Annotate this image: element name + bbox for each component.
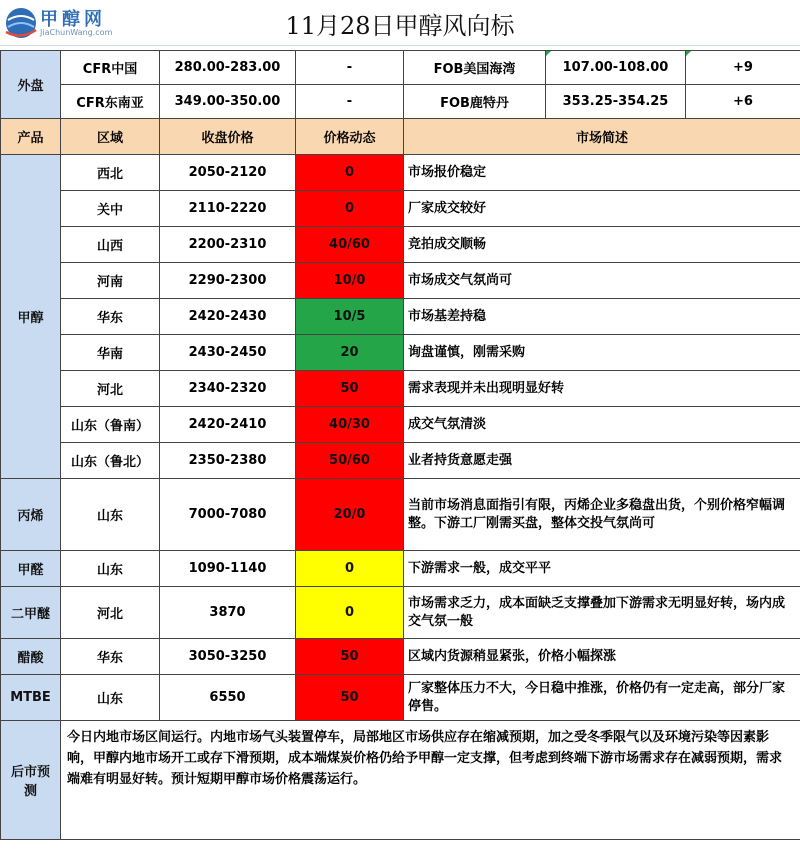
external-name: FOB鹿特丹: [404, 85, 546, 119]
external-label: 外盘: [1, 51, 61, 119]
price-trend-cell: 0: [296, 191, 404, 227]
region-cell: 山东（鲁北）: [61, 443, 160, 479]
product-rows: [1, 155, 800, 721]
column-header-row: [1, 119, 800, 155]
product-name: 丙烯: [1, 479, 61, 551]
table-row: [1, 191, 800, 227]
close-price-cell: 2290-2300: [160, 263, 296, 299]
external-change: -: [296, 85, 404, 119]
region-cell: 河北: [61, 371, 160, 407]
table-row: [1, 443, 800, 479]
header-product: 产品: [1, 119, 61, 155]
market-summary-cell: 询盘谨慎，刚需采购: [404, 335, 800, 371]
page-title: 11月28日甲醇风向标: [285, 12, 515, 40]
region-cell: 关中: [61, 191, 160, 227]
market-summary-cell: 成交气氛清淡: [404, 407, 800, 443]
external-name: CFR中国: [61, 51, 160, 85]
close-price-cell: 2430-2450: [160, 335, 296, 371]
table-row: [1, 155, 800, 191]
table-row: [1, 587, 800, 639]
region-cell: 山西: [61, 227, 160, 263]
table-row: [1, 551, 800, 587]
market-summary-cell: 竞拍成交顺畅: [404, 227, 800, 263]
price-trend-cell: 50: [296, 675, 404, 721]
region-cell: 河北: [61, 587, 160, 639]
table-row: [1, 639, 800, 675]
market-summary-cell: 厂家整体压力不大，今日稳中推涨，价格仍有一定走高，部分厂家停售。: [404, 675, 800, 721]
product-name: 甲醛: [1, 551, 61, 587]
close-price-cell: 6550: [160, 675, 296, 721]
external-name: FOB美国海湾: [404, 51, 546, 85]
close-price-cell: 3870: [160, 587, 296, 639]
close-price-cell: 1090-1140: [160, 551, 296, 587]
region-cell: 河南: [61, 263, 160, 299]
product-name: MTBE: [1, 675, 61, 721]
close-price-cell: 2350-2380: [160, 443, 296, 479]
table-row: [1, 371, 800, 407]
market-summary-cell: 区域内货源稍显紧张，价格小幅探涨: [404, 639, 800, 675]
price-table: [0, 50, 800, 840]
table-row: [1, 479, 800, 551]
price-trend-cell: 0: [296, 551, 404, 587]
close-price-cell: 2420-2410: [160, 407, 296, 443]
price-trend-cell: 50/60: [296, 443, 404, 479]
market-summary-cell: 市场需求乏力，成本面缺乏支撑叠加下游需求无明显好转，场内成交气氛一般: [404, 587, 800, 639]
price-trend-cell: 20: [296, 335, 404, 371]
external-change: -: [296, 51, 404, 85]
market-summary-cell: 市场基差持稳: [404, 299, 800, 335]
market-summary-cell: 当前市场消息面指引有限，丙烯企业多稳盘出货，个别价格窄幅调整。下游工厂刚需买盘，整体交投气氛尚可: [404, 479, 800, 551]
market-summary-cell: 需求表现并未出现明显好转: [404, 371, 800, 407]
table-row: [1, 263, 800, 299]
external-price: 353.25-354.25: [546, 85, 686, 119]
header-summary: 市场简述: [404, 119, 800, 155]
market-summary-cell: 业者持货意愿走强: [404, 443, 800, 479]
product-name: 甲醇: [1, 155, 61, 479]
region-cell: 华东: [61, 639, 160, 675]
market-summary-cell: 市场报价稳定: [404, 155, 800, 191]
external-price: 349.00-350.00: [160, 85, 296, 119]
header-close-price: 收盘价格: [160, 119, 296, 155]
close-price-cell: 2200-2310: [160, 227, 296, 263]
region-cell: 山东: [61, 675, 160, 721]
price-trend-cell: 10/5: [296, 299, 404, 335]
external-change: +6: [686, 85, 800, 119]
forecast-row: [1, 721, 800, 840]
product-name: 醋酸: [1, 639, 61, 675]
table-row: [1, 335, 800, 371]
price-trend-cell: 50: [296, 371, 404, 407]
market-summary-cell: 下游需求一般，成交平平: [404, 551, 800, 587]
price-trend-cell: 50: [296, 639, 404, 675]
region-cell: 华东: [61, 299, 160, 335]
header-price-trend: 价格动态: [296, 119, 404, 155]
table-row: [1, 299, 800, 335]
region-cell: 山东: [61, 551, 160, 587]
close-price-cell: 2420-2430: [160, 299, 296, 335]
logo-url: JiaChunWang.com: [40, 28, 113, 37]
price-trend-cell: 0: [296, 155, 404, 191]
forecast-label: 后市预测: [1, 721, 61, 840]
table-row: [1, 675, 800, 721]
logo-text: 甲醇网: [40, 9, 106, 30]
external-row: [1, 85, 800, 119]
close-price-cell: 3050-3250: [160, 639, 296, 675]
market-summary-cell: 市场成交气氛尚可: [404, 263, 800, 299]
close-price-cell: 2050-2120: [160, 155, 296, 191]
region-cell: 华南: [61, 335, 160, 371]
region-cell: 山东: [61, 479, 160, 551]
external-price: 280.00-283.00: [160, 51, 296, 85]
table-row: [1, 227, 800, 263]
price-trend-cell: 40/30: [296, 407, 404, 443]
external-change: +9: [686, 51, 800, 85]
region-cell: 西北: [61, 155, 160, 191]
external-row: [1, 51, 800, 85]
price-trend-cell: 0: [296, 587, 404, 639]
forecast-text: 今日内地市场区间运行。内地市场气头装置停车，局部地区市场供应存在缩减预期，加之受冬季限气以及环境污染等因素影响，甲醇内地市场开工或存下滑预期，成本端煤炭价格仍给予甲醇一定支撑，但考虑到终端下游市场需求存在减弱预期，需求端难有明显好转。预计短期甲醇市场价格震荡运行。: [61, 721, 800, 840]
close-price-cell: 7000-7080: [160, 479, 296, 551]
close-price-cell: 2340-2320: [160, 371, 296, 407]
header: [0, 0, 800, 46]
price-trend-cell: 20/0: [296, 479, 404, 551]
header-region: 区域: [61, 119, 160, 155]
price-trend-cell: 40/60: [296, 227, 404, 263]
close-price-cell: 2110-2220: [160, 191, 296, 227]
table-row: [1, 407, 800, 443]
external-price: 107.00-108.00: [546, 51, 686, 85]
price-trend-cell: 10/0: [296, 263, 404, 299]
product-name: 二甲醚: [1, 587, 61, 639]
market-summary-cell: 厂家成交较好: [404, 191, 800, 227]
external-name: CFR东南亚: [61, 85, 160, 119]
region-cell: 山东（鲁南）: [61, 407, 160, 443]
